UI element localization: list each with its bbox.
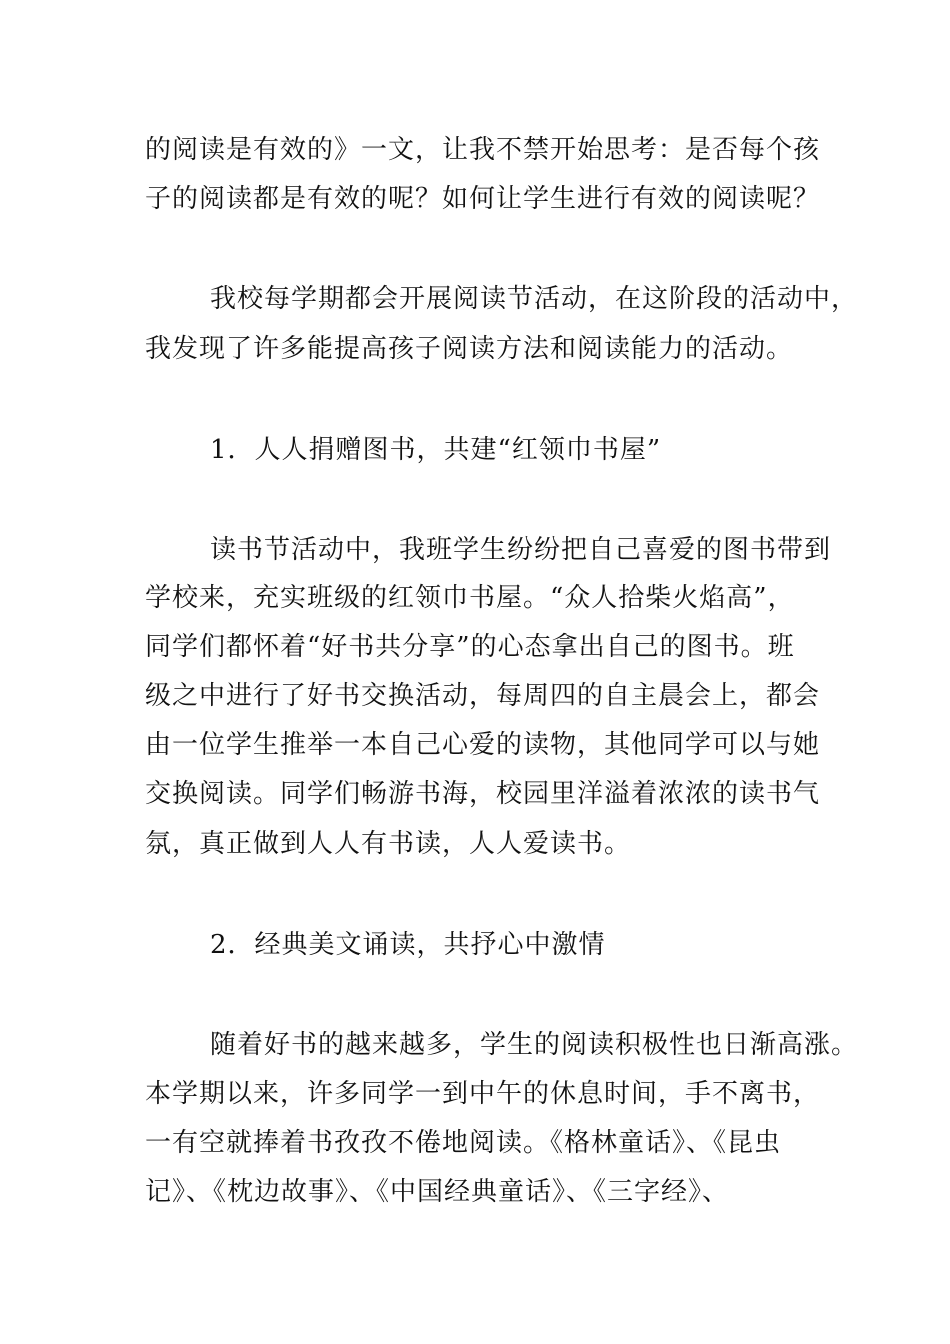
paragraph-line: 同学们都怀着“好书共分享”的心态拿出自己的图书。班: [145, 632, 795, 662]
paragraph-line: 的阅读是有效的》一文，让我不禁开始思考：是否每个孩: [145, 135, 821, 165]
section-heading-2: 2．经典美文诵读，共抒心中激情: [210, 930, 606, 960]
paragraph-line: 我校每学期都会开展阅读节活动，在这阶段的活动中，: [210, 284, 859, 314]
paragraph-line: 读书节活动中，我班学生纷纷把自己喜爱的图书带到: [210, 535, 832, 565]
paragraph-line: 由一位学生推举一本自己心爱的读物，其他同学可以与她: [145, 730, 821, 760]
paragraph-line: 氛，真正做到人人有书读，人人爱读书。: [145, 829, 632, 859]
paragraph-line: 记》、《枕边故事》、《中国经典童话》、《三字经》、: [145, 1177, 730, 1207]
paragraph-line: 本学期以来，许多同学一到中午的休息时间，手不离书，: [145, 1079, 821, 1109]
paragraph-line: 学校来，充实班级的红领巾书屋。“众人拾柴火焰高”，: [145, 583, 795, 613]
paragraph-line: 子的阅读都是有效的呢？如何让学生进行有效的阅读呢？: [145, 184, 821, 214]
paragraph-line: 交换阅读。同学们畅游书海，校园里洋溢着浓浓的读书气: [145, 779, 821, 809]
paragraph-line: 级之中进行了好书交换活动，每周四的自主晨会上，都会: [145, 681, 821, 711]
paragraph-line: 一有空就捧着书孜孜不倦地阅读。《格林童话》、《昆虫: [145, 1128, 782, 1158]
section-heading-1: 1．人人捐赠图书，共建“红领巾书屋”: [210, 435, 662, 465]
paragraph-line: 随着好书的越来越多，学生的阅读积极性也日渐高涨。: [210, 1030, 859, 1060]
paragraph-line: 我发现了许多能提高孩子阅读方法和阅读能力的活动。: [145, 334, 794, 364]
